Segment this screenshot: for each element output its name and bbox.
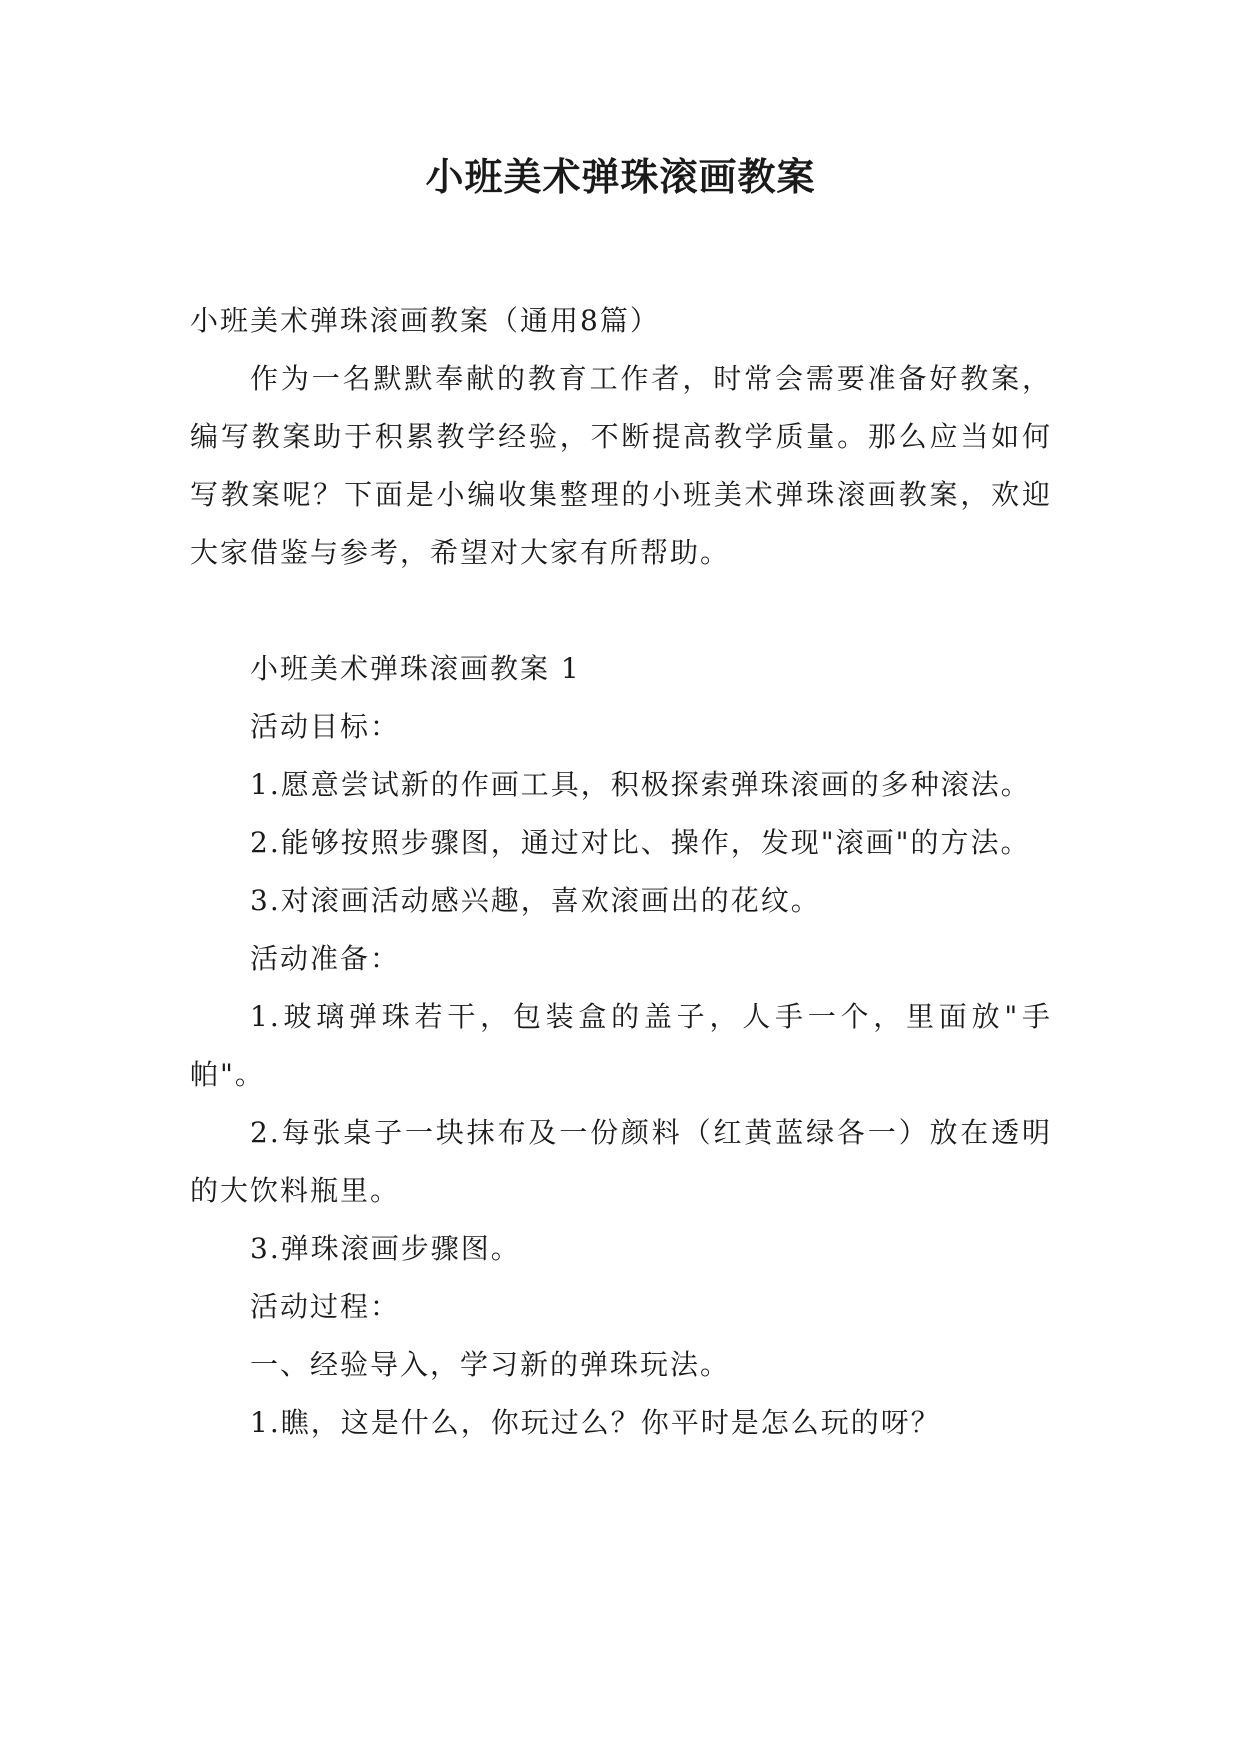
- body-paragraph: 活动过程：: [250, 1290, 401, 1323]
- body-paragraph: 活动准备：: [250, 942, 401, 975]
- intro-paragraph: 作为一名默默奉献的教育工作者，时常会需要准备好教案，编写教案助于积累教学经验，不断提高教学质量。那么应当如何写教案呢？下面是小编收集整理的小班美术弹珠滚画教案，欢迎大家借鉴与参考，希望对大家有所帮助。: [190, 362, 1052, 569]
- body-paragraph: 1.玻璃弹珠若干，包装盒的盖子，人手一个，里面放"手帕"。: [190, 1000, 1052, 1091]
- document-title: 小班美术弹珠滚画教案: [425, 155, 816, 199]
- body-paragraph: 1.愿意尝试新的作画工具，积极探索弹珠滚画的多种滚法。: [250, 768, 1031, 801]
- body-paragraph: 一、经验导入，学习新的弹珠玩法。: [250, 1348, 731, 1381]
- document-subtitle: 小班美术弹珠滚画教案（通用8篇）: [190, 304, 660, 337]
- body-paragraph: 3.对滚画活动感兴趣，喜欢滚画出的花纹。: [250, 884, 821, 917]
- document-body: [190, 292, 1052, 1452]
- body-paragraph: 3.弹珠滚画步骤图。: [250, 1232, 521, 1265]
- body-paragraph: 2.每张桌子一块抹布及一份颜料（红黄蓝绿各一）放在透明的大饮料瓶里。: [190, 1116, 1052, 1207]
- section-heading: 小班美术弹珠滚画教案 1: [250, 652, 581, 685]
- body-paragraph: 2.能够按照步骤图，通过对比、操作，发现"滚画"的方法。: [250, 826, 1031, 859]
- body-paragraph: 1.瞧，这是什么，你玩过么？你平时是怎么玩的呀？: [250, 1406, 941, 1439]
- body-paragraph: 活动目标：: [250, 710, 401, 743]
